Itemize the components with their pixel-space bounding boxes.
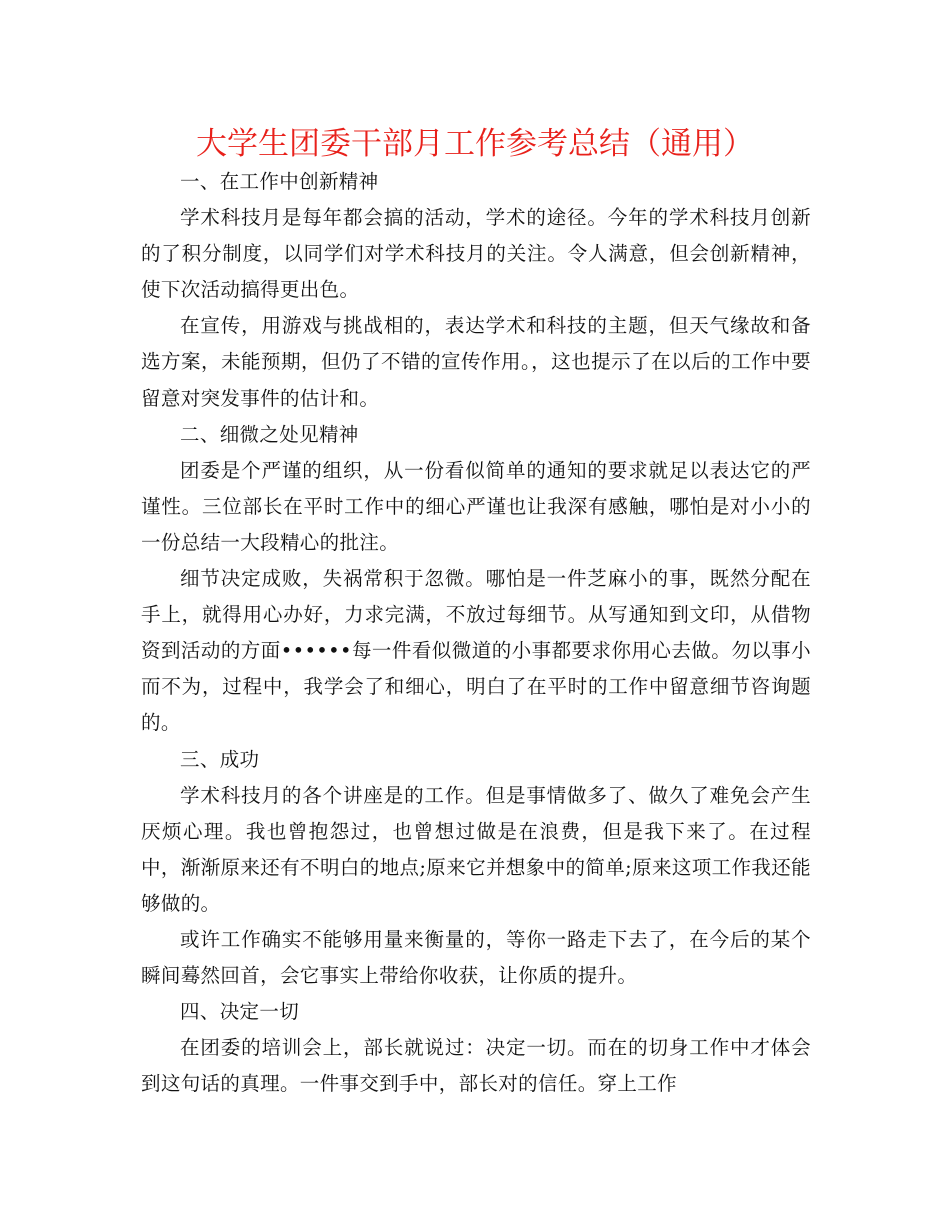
paragraph: 或许工作确实不能够用量来衡量的，等你一路走下去了，在今后的某个瞬间蓦然回首，会它事实上带给你收获，让你质的提升。 [141,927,811,988]
section-heading-2: 二、细微之处见精神 [180,422,359,446]
paragraph: 在宣传，用游戏与挑战相的，表达学术和科技的主题，但天气缘故和备选方案，未能预期，但仍了不错的宣传作用。，这也提示了在以后的工作中要留意对突发事件的估计和。 [141,314,811,410]
paragraph: 学术科技月的各个讲座是的工作。但是事情做多了、做久了难免会产生厌烦心理。我也曾抱怨过，也曾想过做是在浪费，但是我下来了。在过程中，渐渐原来还有不明白的地点;原来它并想象中的简单;原来这项工作我还能够做的。 [141,783,811,915]
paragraph: 团委是个严谨的组织，从一份看似简单的通知的要求就足以表达它的严谨性。三位部长在平时工作中的细心严谨也让我深有感触，哪怕是对小小的一份总结一大段精心的批注。 [141,458,811,554]
paragraph: 在团委的培训会上，部长就说过：决定一切。而在的切身工作中才体会到这句话的真理。一件事交到手中，部长对的信任。穿上工作 [141,1036,811,1096]
document-title: 大学生团委干部月工作参考总结（通用） [196,126,754,162]
document-body [141,164,811,1102]
paragraph: 细节决定成败，失祸常积于忽微。哪怕是一件芝麻小的事，既然分配在手上，就得用心办好，力求完满，不放过每细节。从写通知到文印，从借物资到活动的方面••••••每一件看似微道的小事都要求你用心去做。勿以事小而不为，过程中，我学会了和细心，明白了在平时的工作中留意细节咨询题的。 [141,567,811,735]
section-heading-1: 一、在工作中创新精神 [180,170,379,193]
section-heading-4: 四、决定一切 [180,1000,300,1024]
paragraph: 学术科技月是每年都会搞的活动，学术的途径。今年的学术科技月创新的了积分制度，以同学们对学术科技月的关注。令人满意，但会创新精神，使下次活动搞得更出色。 [141,206,811,302]
section-heading-3: 三、成功 [180,747,260,771]
